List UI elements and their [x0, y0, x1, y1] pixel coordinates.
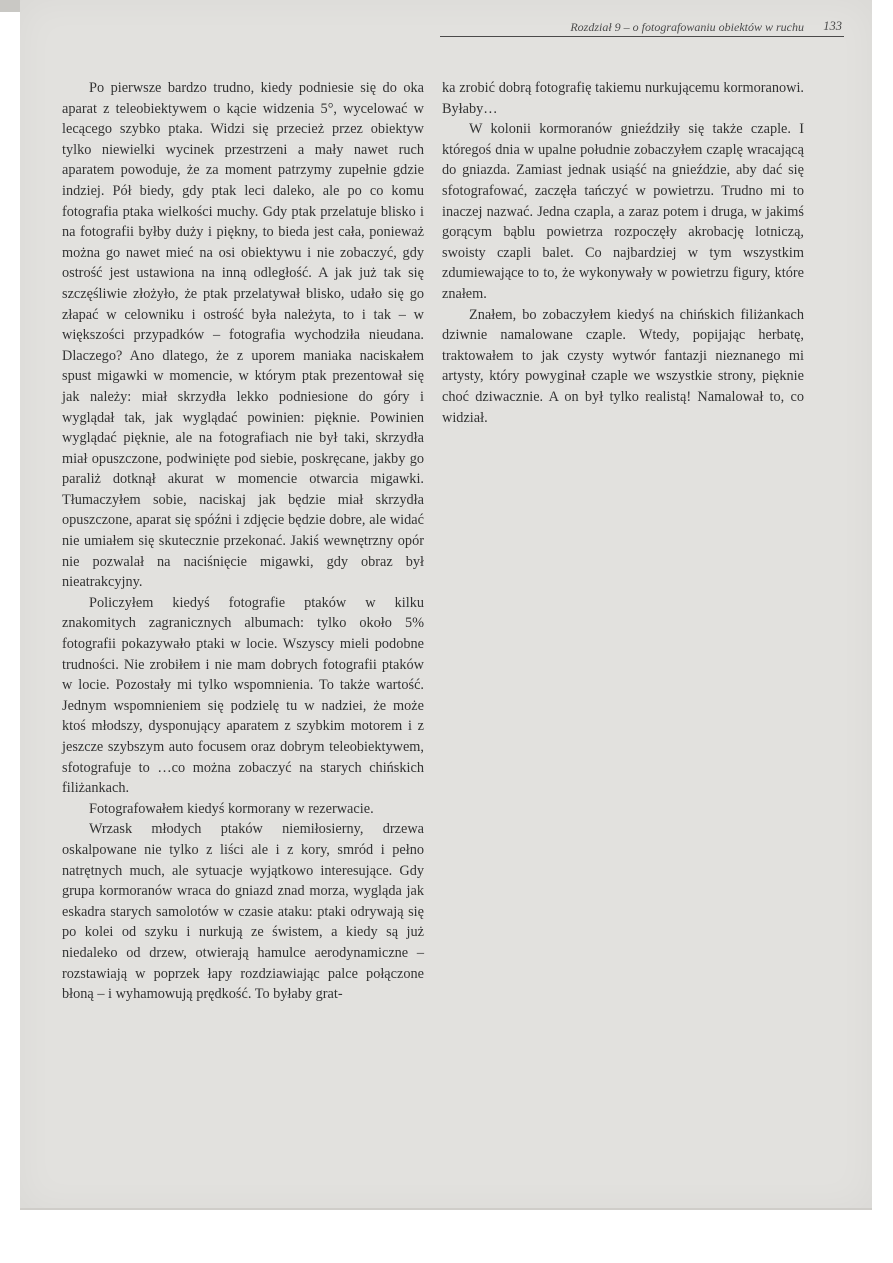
paragraph: Znałem, bo zobaczyłem kiedyś na chińskich filiżankach dziwnie namalowane czaple. Wtedy, popijając herbatę, traktowałem to jak czysty wytwór fantazji nieznanego mi artysty, który powyginał czaple we wszystkie strony, pięknie choć dziwacznie. A on był tylko realistą! Namalował to, co widział.: [442, 306, 804, 426]
paragraph: Wrzask młodych ptaków niemiłosierny, drzewa oskalpowane nie tylko z liści ale i z kory, smród i pełno natrętnych much, ale sytuacje wyjątkowo interesujące. Gdy grupa kormoranów wraca do gniazd znad morza, wygląda jak eskadra starych samolotów w czasie ataku: ptaki odrywają się po kolei od szyku i nurkują ze świstem, a kiedy są już niedaleko od drzew, otwierają hamulce aerodynamiczne – rozstawiają w poprzek łapy rozdziawiając palce połączone błoną – i wyhamowują prędkość. To byłaby grat-: [62, 821, 424, 1003]
paragraph: Fotografowałem kiedyś kormorany w rezerwacie.: [89, 800, 374, 817]
left-text-column: [62, 78, 424, 1005]
paragraph: ka zrobić dobrą fotografię takiemu nurkującemu kormoranowi. Byłaby…: [442, 80, 804, 117]
right-text-column: [442, 78, 804, 428]
page-number: 133: [823, 19, 842, 33]
paragraph: Po pierwsze bardzo trudno, kiedy podniesie się do oka aparat z teleobiektywem o kącie widzenia 5°, wycelować w lecącego szybko ptaka. Widzi się przecież przez obiektyw tylko niewielki wycinek przestrzeni a mały nawet ruch aparatem powoduje, że za moment patrzymy zupełnie gdzie indziej. Pół biedy, gdy ptak leci daleko, ale po co komu fotografia ptaka wielkości muchy. Gdy ptak przelatuje blisko i na fotografii byłby duży i piękny, to bieda jest cała, ponieważ można go nawet mieć na osi obiektywu i nie zobaczyć, gdy ostrość jest ustawiona na inną odległość. A jak już tak się szczęśliwie złożyło, że ptak przelatywał blisko, udało się go złapać w celowniku i ostrość była należyta, to i tak – w większości przypadków – fotografia wychodziła nieudana. Dlaczego? Ano dlatego, że z uporem maniaka naciskałem spust migawki w momencie, w którym ptak prezentował się jak należy: miał skrzydła lekko podniesione do góry i wyglądał tak, jak wyglądać powinien: pięknie. Powinien wyglądać pięknie, ale na fotografiach nie był taki, skrzydła miał opuszczone, podwinięte pod siebie, poskręcane, jakby go paraliż dotknął akurat w momencie otwarcia migawki. Tłumaczyłem sobie, naciskaj jak będzie miał skrzydła opuszczone, aparat się spóźni i zdjęcie będzie dobre, ale widać nie umiałem się skutecznie przekonać. Jakiś wewnętrzny opór nie pozwalał na naciśnięcie migawki, gdy obraz był nieatrakcyjny.: [62, 80, 424, 591]
scan-bottom-edge: [20, 1208, 872, 1210]
scan-corner: [0, 0, 20, 12]
running-title: Rozdział 9 – o fotografowaniu obiektów w ruchu: [570, 20, 804, 34]
paragraph: W kolonii kormoranów gnieździły się także czaple. I któregoś dnia w upalne południe zobaczyłem czaplę wracającą do gniazda. Zamiast jednak usiąść na gnieździe, aby dać się sfotografować, zaczęła tańczyć w powietrzu. Trudno mi to inaczej nazwać. Jedna czapla, a zaraz potem i druga, w jakimś gorącym bąblu powietrza rozpoczęły akrobację lotniczą, swoisty czapli balet. Co najbardziej w tym wszystkim zdumiewające to to, że wykonywały w powietrzu figury, które znałem.: [442, 121, 804, 302]
paragraph: Policzyłem kiedyś fotografie ptaków w kilku znakomitych zagranicznych albumach: tylko około 5% fotografii pokazywało ptaki w locie. Wszyscy mieli podobne trudności. Nie zrobiłem i nie mam dobrych fotografii ptaków w locie. Pozostały mi tylko wspomnienia. To także wartość. Jednym wspomnieniem się podzielę tu w nadziei, że może ktoś młodszy, dysponujący aparatem z szybkim motorem i z jeszcze szybszym auto focusem oraz dobrym teleobiektywem, sfotografuje to …co można zobaczyć na starych chińskich filiżankach.: [62, 594, 424, 797]
page-header: [440, 16, 844, 37]
